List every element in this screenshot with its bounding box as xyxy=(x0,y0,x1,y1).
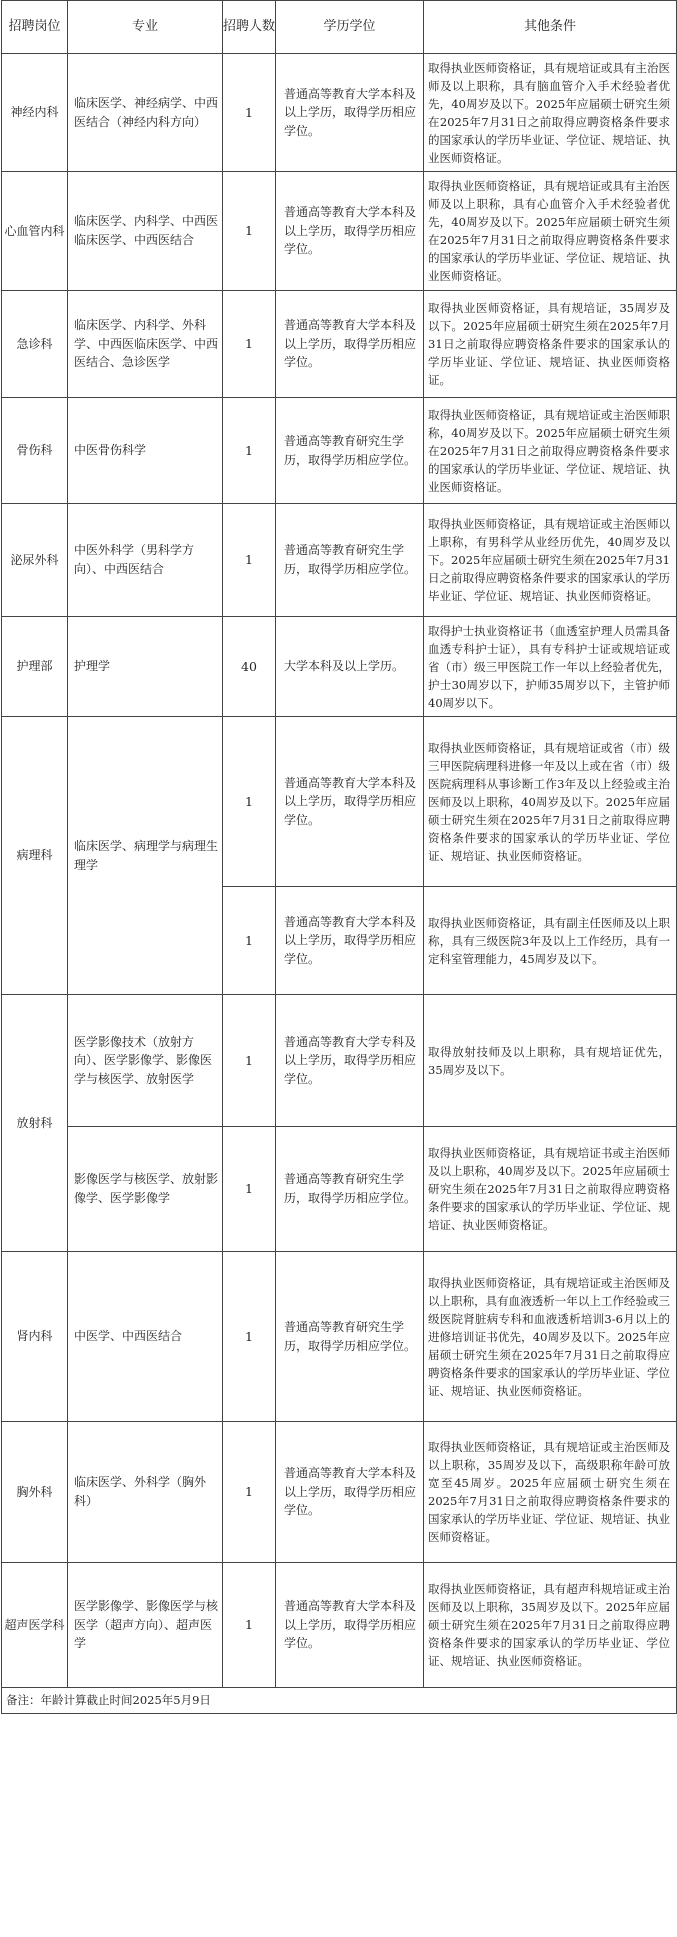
major-cell: 中医骨伤科学 xyxy=(68,398,223,504)
position-cell: 急诊科 xyxy=(2,291,68,398)
conditions-cell: 取得执业医师资格证，具有规培证或省（市）级三甲医院病理科进修一年及以上或在省（市）级医院病理科从事诊断工作3年及以上经验或主治医师及以上职称，40周岁及以下。2025年应届硕士研究生须在2025年7月31日之前取得应聘资格条件要求的国家承认的学历毕业证、学位证、规培证、执业医师资格证。 xyxy=(424,717,677,887)
position-cell: 护理部 xyxy=(2,617,68,717)
count-cell: 1 xyxy=(223,995,276,1127)
major-cell: 临床医学、病理学与病理生理学 xyxy=(68,717,223,995)
count-cell: 1 xyxy=(223,1252,276,1422)
position-cell: 神经内科 xyxy=(2,54,68,172)
major-cell: 影像医学与核医学、放射影像学、医学影像学 xyxy=(68,1127,223,1252)
header-count: 招聘人数 xyxy=(223,1,276,54)
conditions-cell: 取得执业医师资格证，具有规培证书或主治医师及以上职称，40周岁及以下。2025年应届硕士研究生须在2025年7月31日之前取得应聘资格条件要求的国家承认的学历毕业证、学位证、规培证、执业医师资格证。 xyxy=(424,1127,677,1252)
major-cell: 中医学、中西医结合 xyxy=(68,1252,223,1422)
table-row xyxy=(2,398,677,504)
position-cell: 泌尿外科 xyxy=(2,504,68,617)
count-cell: 1 xyxy=(223,504,276,617)
count-cell: 1 xyxy=(223,54,276,172)
position-cell: 胸外科 xyxy=(2,1422,68,1563)
conditions-cell: 取得护士执业资格证书（血透室护理人员需具备血透专科护士证），具有专科护士证或规培证或省（市）级三甲医院工作一年以上经验者优先，护士30周岁以下，护师35周岁以下，主管护师40周岁以下。 xyxy=(424,617,677,717)
position-cell: 放射科 xyxy=(2,995,68,1252)
education-cell: 普通高等教育大学本科及以上学历，取得学历相应学位。 xyxy=(276,1422,424,1563)
major-cell: 中医外科学（男科学方向）、中西医结合 xyxy=(68,504,223,617)
position-cell: 超声医学科 xyxy=(2,1563,68,1688)
table-row xyxy=(2,1127,677,1252)
header-major: 专业 xyxy=(68,1,223,54)
major-cell: 临床医学、内科学、外科学、中西医临床医学、中西医结合、急诊医学 xyxy=(68,291,223,398)
table-row xyxy=(2,1563,677,1688)
conditions-cell: 取得执业医师资格证，具有副主任医师及以上职称，具有三级医院3年及以上工作经历，具有一定科室管理能力，45周岁及以下。 xyxy=(424,887,677,995)
count-cell: 1 xyxy=(223,398,276,504)
education-cell: 普通高等教育大学本科及以上学历，取得学历相应学位。 xyxy=(276,172,424,291)
major-cell: 医学影像技术（放射方向）、医学影像学、影像医学与核医学、放射医学 xyxy=(68,995,223,1127)
count-cell: 40 xyxy=(223,617,276,717)
note-row xyxy=(2,1688,677,1714)
major-cell: 临床医学、内科学、中西医临床医学、中西医结合 xyxy=(68,172,223,291)
education-cell: 普通高等教育研究生学历，取得学历相应学位。 xyxy=(276,1127,424,1252)
count-cell: 1 xyxy=(223,1563,276,1688)
table-row xyxy=(2,1252,677,1422)
table-row xyxy=(2,504,677,617)
header-row xyxy=(2,1,677,54)
count-cell: 1 xyxy=(223,887,276,995)
conditions-cell: 取得执业医师资格证，具有超声科规培证或主治医师及以上职称，35周岁及以下。2025年应届硕士研究生须在2025年7月31日之前取得应聘资格条件要求的国家承认的学历毕业证、学位证、规培证、执业医师资格证。 xyxy=(424,1563,677,1688)
education-cell: 普通高等教育研究生学历，取得学历相应学位。 xyxy=(276,1252,424,1422)
education-cell: 普通高等教育研究生学历，取得学历相应学位。 xyxy=(276,504,424,617)
count-cell: 1 xyxy=(223,717,276,887)
conditions-cell: 取得执业医师资格证，具有规培证或主治医师及以上职称，35周岁及以下，高级职称年龄可放宽至45周岁。2025年应届硕士研究生须在2025年7月31日之前取得应聘资格条件要求的国家承认的学历毕业证、学位证、规培证、执业医师资格证。 xyxy=(424,1422,677,1563)
count-cell: 1 xyxy=(223,1127,276,1252)
conditions-cell: 取得执业医师资格证，具有规培证或主治医师及以上职称，具有血液透析一年以上工作经验或三级医院肾脏病专科和血液透析培训3-6月以上的进修培训证书优先，40周岁及以下。2025年应届硕士研究生须在2025年7月31日之前取得应聘资格条件要求的国家承认的学历毕业证、学位证、规培证、执业医师资格证。 xyxy=(424,1252,677,1422)
header-position: 招聘岗位 xyxy=(2,1,68,54)
count-cell: 1 xyxy=(223,291,276,398)
position-cell: 肾内科 xyxy=(2,1252,68,1422)
conditions-cell: 取得执业医师资格证，具有规培证或具有主治医师及以上职称，具有心血管介入手术经验者优先，40周岁及以下。2025年应届硕士研究生须在2025年7月31日之前取得应聘资格条件要求的国家承认的学历毕业证、学位证、规培证、执业医师资格证。 xyxy=(424,172,677,291)
major-cell: 临床医学、神经病学、中西医结合（神经内科方向） xyxy=(68,54,223,172)
conditions-cell: 取得执业医师资格证，具有规培证或主治医师职称，40周岁及以下。2025年应届硕士研究生须在2025年7月31日之前取得应聘资格条件要求的国家承认的学历毕业证、学位证、规培证、执业医师资格证。 xyxy=(424,398,677,504)
header-education: 学历学位 xyxy=(276,1,424,54)
count-cell: 1 xyxy=(223,172,276,291)
table-row xyxy=(2,291,677,398)
table-row xyxy=(2,54,677,172)
education-cell: 普通高等教育大学本科及以上学历，取得学历相应学位。 xyxy=(276,291,424,398)
conditions-cell: 取得执业医师资格证，具有规培证或具有主治医师及以上职称，具有脑血管介入手术经验者优先，40周岁及以下。2025年应届硕士研究生须在2025年7月31日之前取得应聘资格条件要求的国家承认的学历毕业证、学位证、规培证、执业医师资格证。 xyxy=(424,54,677,172)
position-cell: 心血管内科 xyxy=(2,172,68,291)
table-row xyxy=(2,1422,677,1563)
education-cell: 普通高等教育大学本科及以上学历，取得学历相应学位。 xyxy=(276,54,424,172)
position-cell: 病理科 xyxy=(2,717,68,995)
recruitment-table xyxy=(1,0,677,1714)
education-cell: 普通高等教育大学本科及以上学历，取得学历相应学位。 xyxy=(276,717,424,887)
note-text: 备注：年龄计算截止时间2025年5月9日 xyxy=(2,1688,677,1714)
position-cell: 骨伤科 xyxy=(2,398,68,504)
table-row xyxy=(2,617,677,717)
education-cell: 普通高等教育大学本科及以上学历，取得学历相应学位。 xyxy=(276,887,424,995)
major-cell: 护理学 xyxy=(68,617,223,717)
header-conditions: 其他条件 xyxy=(424,1,677,54)
table-row xyxy=(2,172,677,291)
conditions-cell: 取得放射技师及以上职称，具有规培证优先，35周岁及以下。 xyxy=(424,995,677,1127)
major-cell: 临床医学、外科学（胸外科） xyxy=(68,1422,223,1563)
education-cell: 大学本科及以上学历。 xyxy=(276,617,424,717)
education-cell: 普通高等教育研究生学历，取得学历相应学位。 xyxy=(276,398,424,504)
conditions-cell: 取得执业医师资格证，具有规培证或主治医师以上职称，有男科学从业经历优先，40周岁及以下。2025年应届硕士研究生须在2025年7月31日之前取得应聘资格条件要求的国家承认的学历毕业证、学位证、规培证、执业医师资格证。 xyxy=(424,504,677,617)
table-row xyxy=(2,995,677,1127)
education-cell: 普通高等教育大学本科及以上学历，取得学历相应学位。 xyxy=(276,1563,424,1688)
table-row xyxy=(2,717,677,887)
education-cell: 普通高等教育大学专科及以上学历，取得学历相应学位。 xyxy=(276,995,424,1127)
conditions-cell: 取得执业医师资格证，具有规培证，35周岁及以下。2025年应届硕士研究生须在2025年7月31日之前取得应聘资格条件要求的国家承认的学历毕业证、学位证、规培证、执业医师资格证。 xyxy=(424,291,677,398)
major-cell: 医学影像学、影像医学与核医学（超声方向）、超声医学 xyxy=(68,1563,223,1688)
count-cell: 1 xyxy=(223,1422,276,1563)
